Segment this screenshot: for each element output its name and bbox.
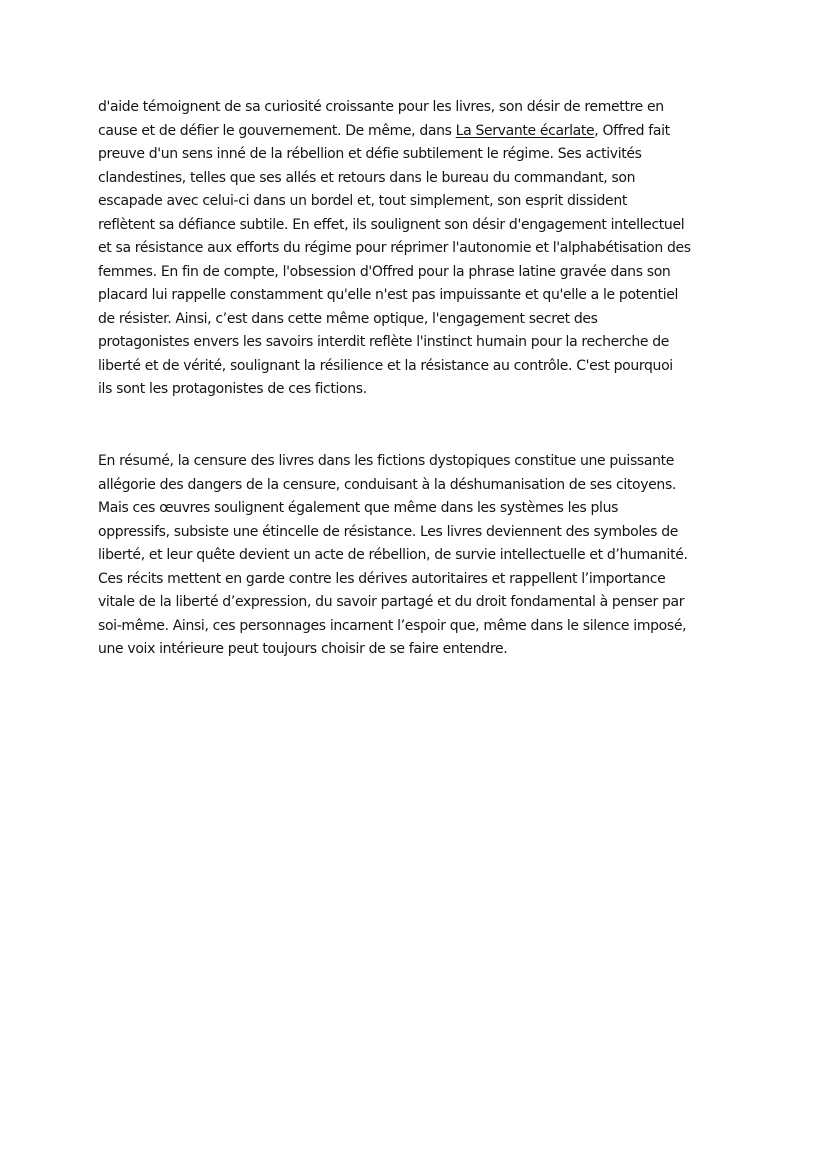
text-line: oppressifs, subsiste une étincelle de résistance. Les livres deviennent des symboles de (98, 523, 679, 540)
text-line: placard lui rappelle constamment qu'elle n'est pas impuissante et qu'elle a le potentiel (98, 287, 679, 303)
text-line: Mais ces œuvres soulignent également que même dans les systèmes les plus (98, 500, 619, 516)
text-segment: , Offred fait (594, 122, 670, 139)
text-line: ils sont les protagonistes de ces fictions. (98, 381, 367, 397)
text-line: Ces récits mettent en garde contre les dérives autoritaires et rappellent l’importance (98, 570, 666, 587)
text-line: une voix intérieure peut toujours choisir de se faire entendre. (98, 641, 508, 657)
text-line: vitale de la liberté d’expression, du savoir partagé et du droit fondamental à penser par (98, 594, 685, 610)
text-line: soi-même. Ainsi, ces personnages incarnent l’espoir que, même dans le silence imposé, (98, 617, 687, 634)
text-line: preuve d'un sens inné de la rébellion et défie subtilement le régime. Ses activités (98, 146, 642, 162)
text-line: protagonistes envers les savoirs interdit reflète l'instinct humain pour la recherche de (98, 334, 670, 350)
paragraph-1 (98, 96, 738, 402)
text-line (98, 120, 738, 144)
text-line: En résumé, la censure des livres dans les fictions dystopiques constitue une puissante (98, 453, 675, 469)
book-title-link[interactable]: La Servante écarlate (455, 122, 595, 139)
text-line: liberté, et leur quête devient un acte de rébellion, de survie intellectuelle et d’humanité. (98, 547, 688, 563)
text-line: d'aide témoignent de sa curiosité croissante pour les livres, son désir de remettre en (98, 99, 664, 115)
text-line: clandestines, telles que ses allés et retours dans le bureau du commandant, son (98, 169, 636, 186)
text-segment: cause et de défier le gouvernement. De même, dans (98, 122, 456, 139)
text-line: de résister. Ainsi, c’est dans cette même optique, l'engagement secret des (98, 310, 598, 327)
text-line: reflètent sa défiance subtile. En effet, ils soulignent son désir d'engagement intellectuel (98, 216, 685, 233)
text-line: allégorie des dangers de la censure, conduisant à la déshumanisation de ses citoyens. (98, 476, 676, 493)
text-line: femmes. En fin de compte, l'obsession d'Offred pour la phrase latine gravée dans son (98, 263, 671, 280)
paragraph-2 (98, 450, 738, 662)
text-line: escapade avec celui-ci dans un bordel et, tout simplement, son esprit dissident (98, 193, 627, 209)
text-line: liberté et de vérité, soulignant la résilience et la résistance au contrôle. C'est pourquoi (98, 357, 673, 374)
text-line: et sa résistance aux efforts du régime pour réprimer l'autonomie et l'alphabétisation des (98, 240, 691, 256)
